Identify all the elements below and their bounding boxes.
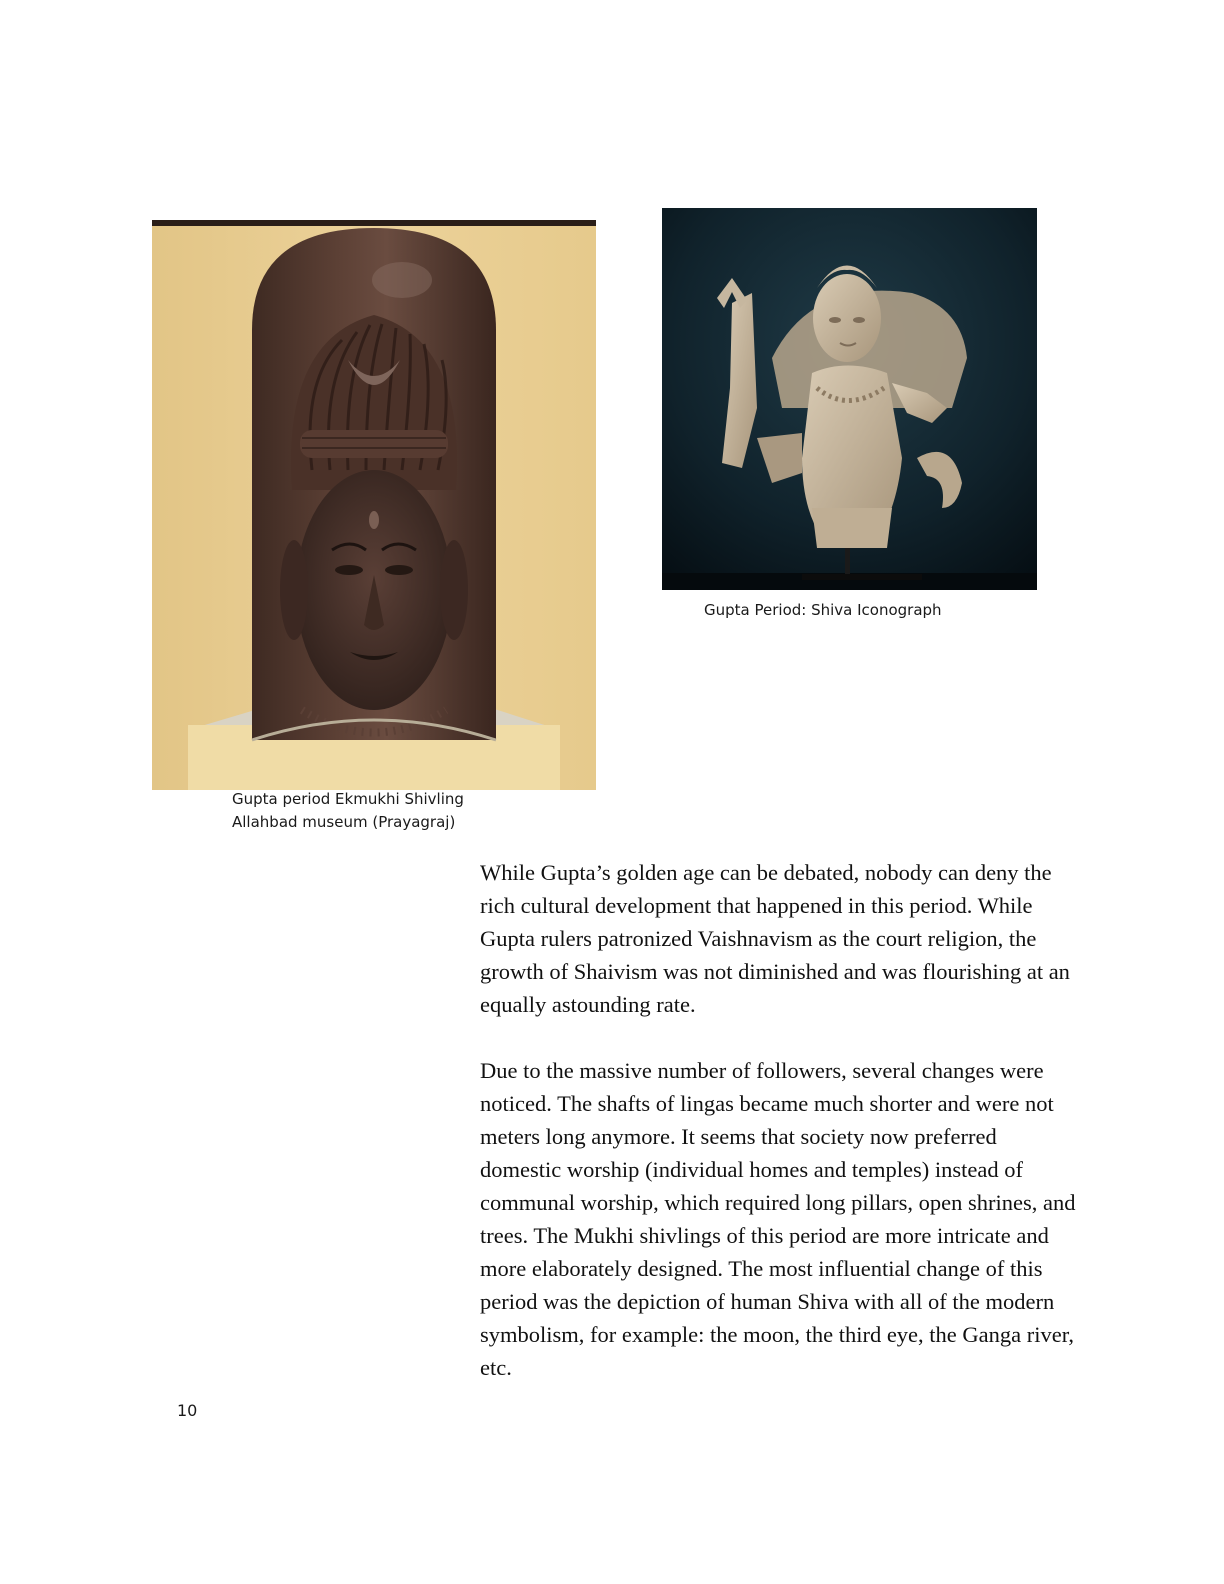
paragraph: Due to the massive number of followers, several changes were noticed. The shafts of lingas became much shorter and were not meters long anymore. It seems that society now preferred domestic worship (individual homes and temples) instead of communal worship, which required long pillars, open shrines, and trees. The Mukhi shivlings of this period are more intricate and more elaborately designed. The most influential change of this period was the depiction of human Shiva with all of the modern symbolism, for example: the moon, the third eye, the Ganga river, etc. xyxy=(480,1058,1076,1380)
figure-caption-right-text: Gupta Period: Shiva Iconograph xyxy=(704,601,942,619)
page-number: 10 xyxy=(177,1401,198,1420)
figure-caption-right xyxy=(704,599,942,622)
figure-caption-left-line1: Gupta period Ekmukhi Shivling xyxy=(232,790,464,808)
shiva-iconograph-photo xyxy=(662,208,1037,590)
paragraph: While Gupta’s golden age can be debated, nobody can deny the rich cultural development that happened in this period. While Gupta rulers patronized Vaishnavism as the court religion, the growth of Shaivism was not diminished and was flourishing at an equally astounding rate. xyxy=(480,860,1070,1017)
figure-caption-left-line2: Allahbad museum (Prayagraj) xyxy=(232,813,456,831)
body-text xyxy=(480,856,1080,1417)
figure-caption-left xyxy=(232,788,464,834)
ekmukhi-shivling-photo xyxy=(152,220,596,790)
